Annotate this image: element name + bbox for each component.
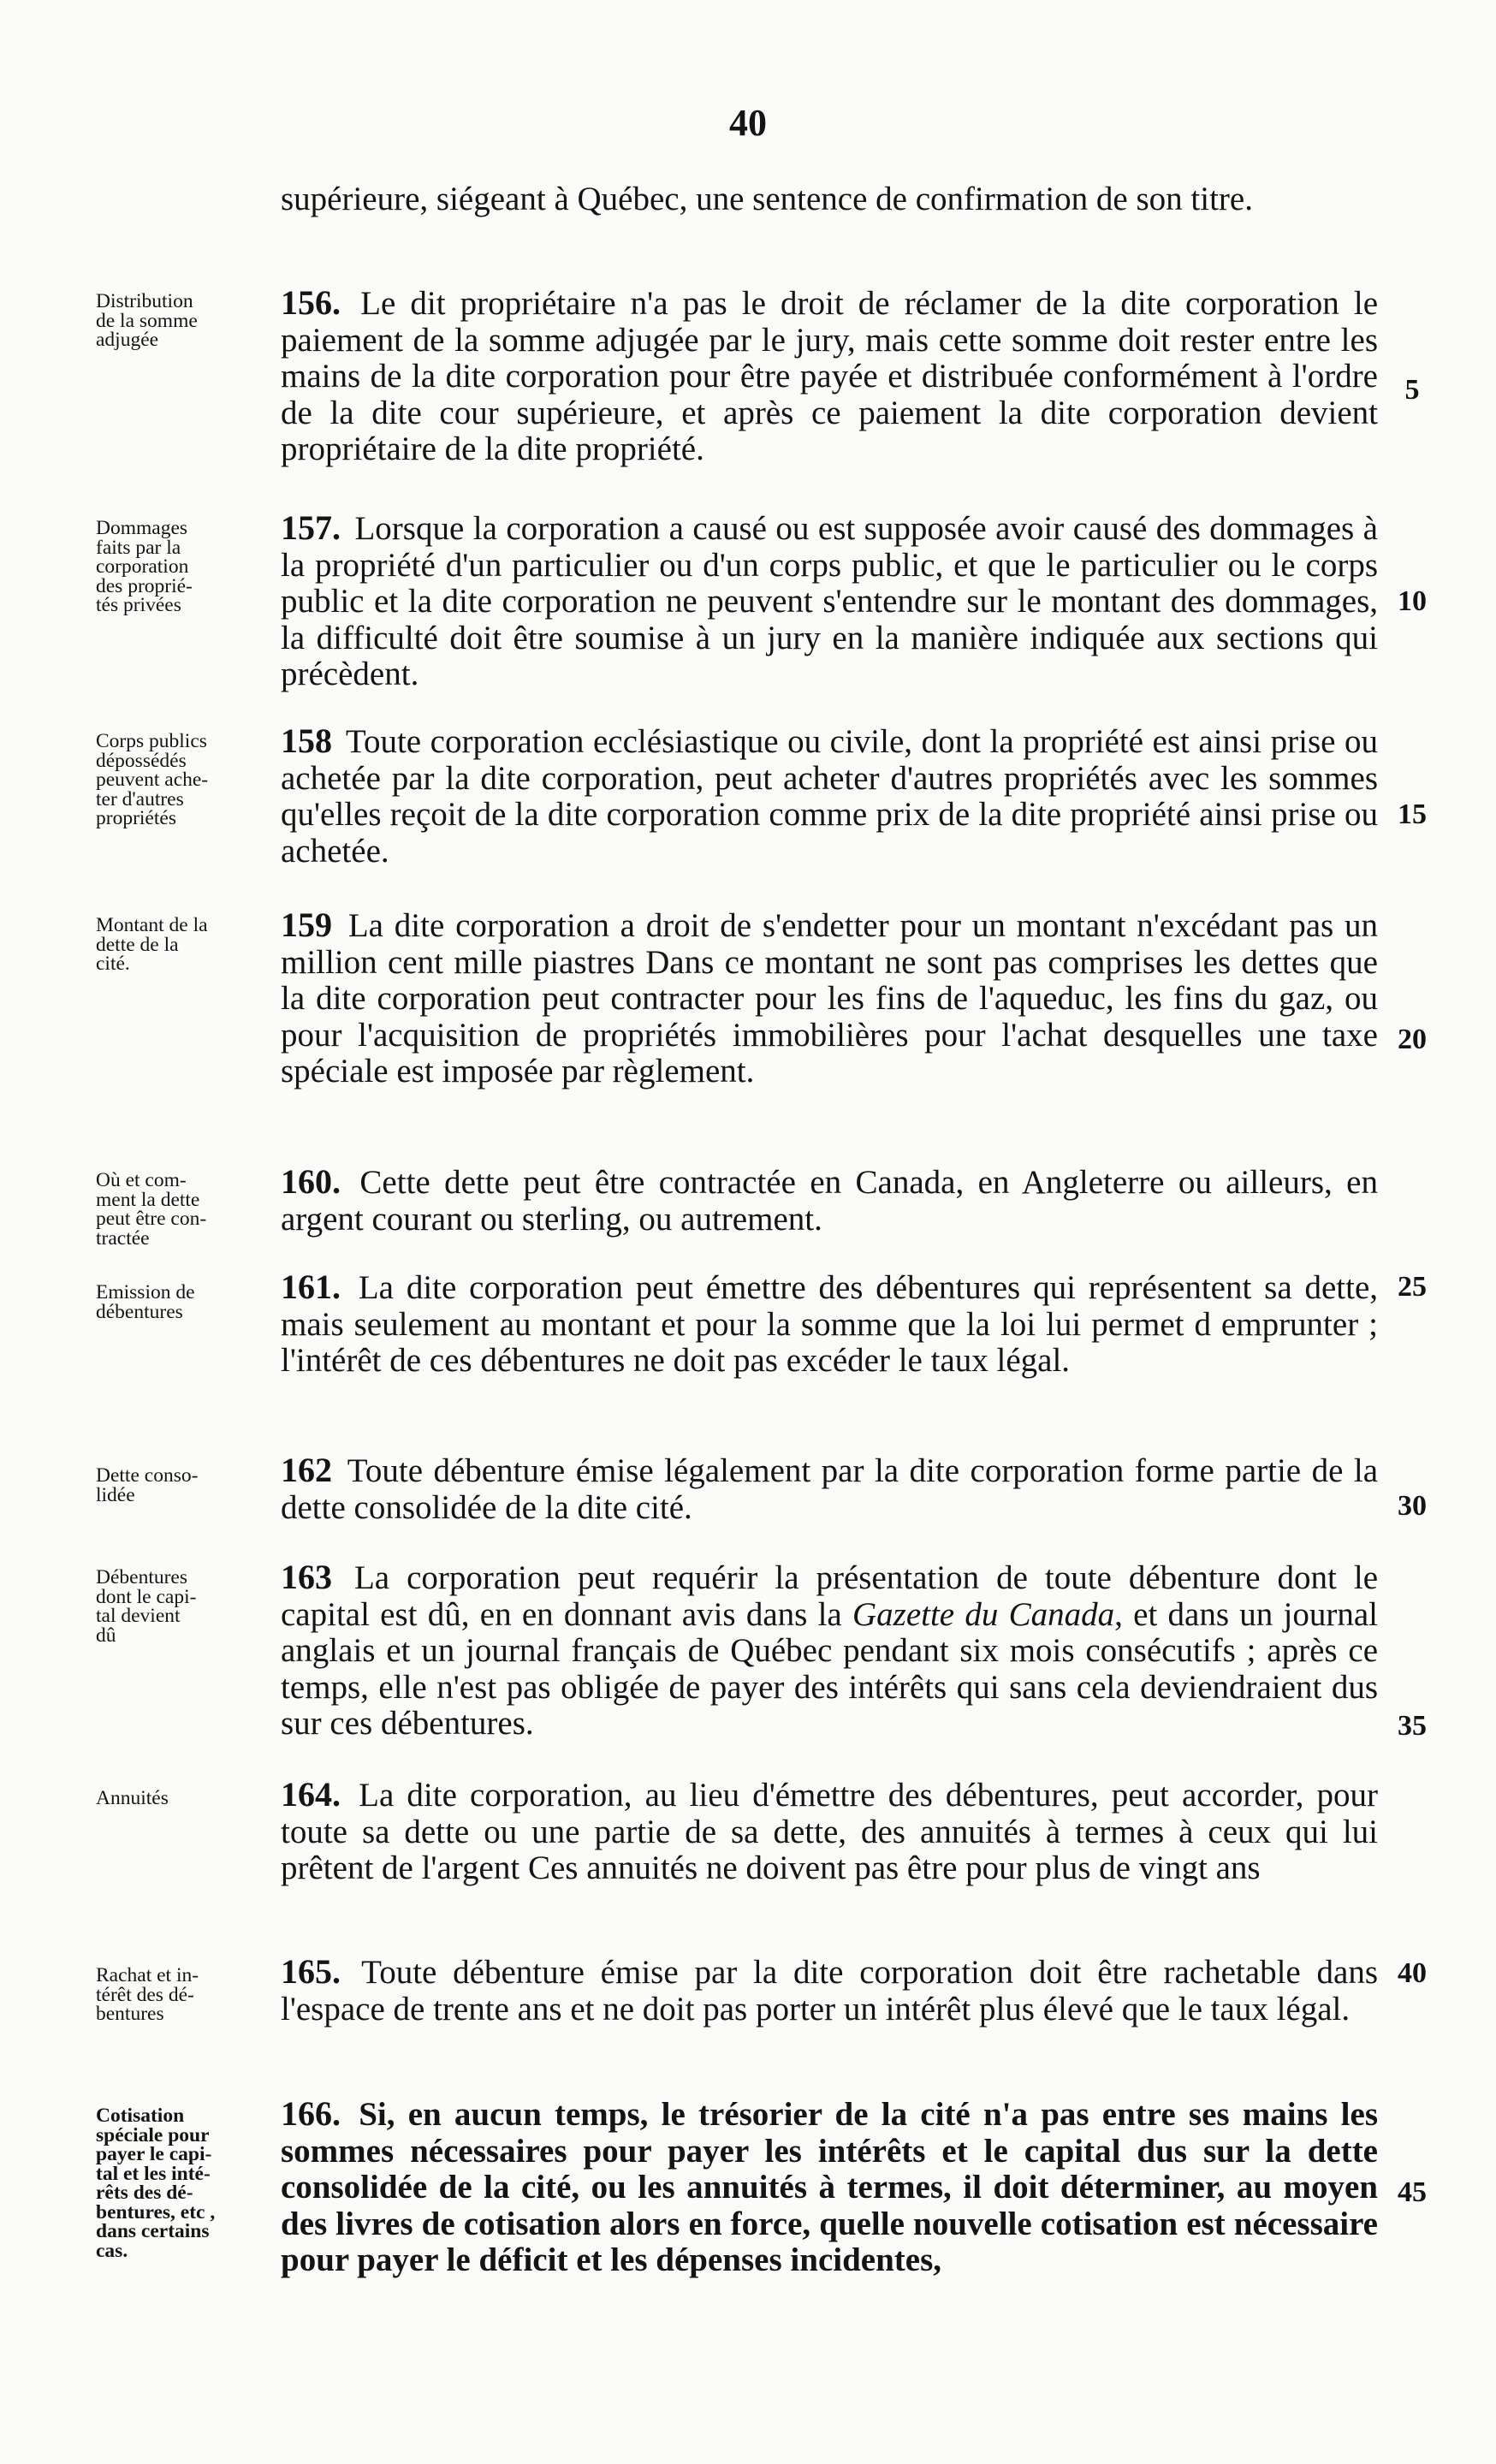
section-text: La corporation peut requérir la présentation de toute débenture dont le capital est dû, en en donnant avis dans la: [281, 1559, 1379, 1633]
margin-line: dont le capi-: [96, 1585, 197, 1608]
margin-line: payer le capi-: [96, 2143, 212, 2165]
line-number: 20: [1398, 1024, 1427, 1055]
section-number: 162: [281, 1451, 332, 1489]
margin-line: des proprié-: [96, 574, 193, 597]
margin-note-159: [96, 916, 267, 974]
section-text: La dite corporation peut émettre des débentures qui représentent sa dette, mais seulement au montant et pour la somme que la loi lui permet d emprunter ; l'intérêt de ces débentures ne doit pas excéder le taux légal.: [281, 1269, 1379, 1379]
margin-line: dépossédés: [96, 749, 187, 772]
margin-line: faits par la: [96, 536, 181, 559]
margin-line: peut être con-: [96, 1208, 207, 1230]
section-number: 165.: [281, 1952, 341, 1991]
line-number: 30: [1398, 1490, 1427, 1522]
section-number: 166.: [281, 2094, 341, 2133]
line-number: 15: [1398, 799, 1427, 830]
margin-line: tal devient: [96, 1605, 181, 1627]
margin-line: Annuités: [96, 1787, 169, 1809]
margin-note-161: [96, 1283, 267, 1321]
margin-note-166: [96, 2106, 267, 2260]
margin-line: bentures, etc ,: [96, 2200, 216, 2224]
line-number: 35: [1398, 1710, 1427, 1742]
margin-note-165: [96, 1966, 267, 2024]
margin-line: lidée: [96, 1483, 135, 1506]
margin-line: tractée: [96, 1226, 150, 1250]
section-body: [281, 1269, 1378, 1380]
section-text: Toute débenture émise légalement par la dite corporation forme partie de la dette consolidée de la dite cité.: [281, 1452, 1378, 1526]
line-number: 45: [1398, 2176, 1427, 2208]
section-body: [281, 907, 1378, 1090]
line-number: 25: [1398, 1271, 1427, 1303]
margin-line: Montant de la: [96, 914, 208, 936]
margin-line: de la somme: [96, 309, 198, 332]
margin-line: rêts des dé-: [96, 2182, 193, 2204]
margin-line: Rachat et in-: [96, 1964, 199, 1986]
margin-line: tés privées: [96, 594, 181, 616]
section-body: [281, 1777, 1378, 1887]
margin-note-162: [96, 1466, 267, 1505]
margin-line: cas.: [96, 2239, 128, 2262]
gazette-title: Gazette du Canada: [852, 1595, 1115, 1633]
line-number: 10: [1398, 585, 1427, 617]
section-number: 163: [281, 1558, 332, 1596]
line-number: 40: [1398, 1957, 1427, 1989]
margin-line: tal et les inté-: [96, 2162, 211, 2185]
section-text: Toute débenture émise par la dite corporation doit être rachetable dans l'espace de trente ans et ne doit pas porter un intérêt plus élevé que le taux légal.: [281, 1954, 1378, 2028]
section-number: 156.: [281, 283, 341, 322]
section-body: [281, 723, 1378, 870]
margin-line: Dette conso-: [96, 1464, 199, 1487]
margin-line: peuvent ache-: [96, 769, 209, 791]
section-text: Le dit propriétaire n'a pas le droit de réclamer de la dite corporation le paiement de la somme adjugée par le jury, mais cette somme doit rester entre les mains de la dite corporation pour être payée et distribuée conformément à l'ordre de la dite cour supérieure, et après ce paiement la dite corporation devient propriétaire de la dite propriété.: [281, 285, 1379, 467]
margin-note-163: [96, 1568, 267, 1645]
page-number: 40: [729, 102, 767, 144]
section-number: 164.: [281, 1775, 341, 1814]
margin-note-158: [96, 732, 267, 828]
section-text: La dite corporation, au lieu d'émettre des débentures, peut accorder, pour toute sa dette ou une partie de sa dette, des annuités à termes à ceux qui lui prêtent de l'argent Ces annuités ne doivent pas être pour plus de vingt ans: [281, 1777, 1379, 1886]
margin-line: débentures: [96, 1300, 183, 1323]
margin-line: adjugée: [96, 329, 159, 351]
margin-line: Cotisation: [96, 2105, 185, 2127]
margin-line: dette de la: [96, 933, 179, 956]
margin-line: Emission de: [96, 1281, 195, 1303]
section-body: [281, 2096, 1378, 2279]
section-body: [281, 510, 1378, 693]
section-number: 159: [281, 905, 332, 944]
section-body: [281, 1452, 1378, 1526]
margin-note-160: [96, 1171, 267, 1248]
margin-note-156: [96, 292, 267, 350]
margin-line: térêt des dé-: [96, 1983, 194, 2006]
line-number: 5: [1404, 374, 1420, 406]
margin-line: Corps publics: [96, 730, 207, 752]
section-text-continued: , et dans un journal anglais et un journal français de Québec pendant six mois consécutifs ; après ce temps, elle n'est pas obligée de payer des intérêts qui sans cela deviendraient dus sur ces débentures.: [281, 1595, 1378, 1742]
margin-note-157: [96, 519, 267, 615]
margin-line: Distribution: [96, 290, 193, 312]
section-number: 157.: [281, 508, 341, 547]
margin-line: Dommages: [96, 517, 188, 539]
margin-line: spéciale pour: [96, 2123, 210, 2146]
margin-line: Débentures: [96, 1566, 188, 1588]
section-body: [281, 1164, 1378, 1238]
section-number: 160.: [281, 1162, 341, 1201]
section-text: La dite corporation a droit de s'endetter pour un montant n'excédant pas un million cent mille piastres Dans ce montant ne sont pas comprises les dettes que la dite corporation peut contracter pour les fins de l'aqueduc, les fins du gaz, ou pour l'acquisition de propriétés immobilières pour l'achat desquelles une taxe spéciale est imposée par règlement.: [281, 907, 1379, 1090]
margin-note-164: [96, 1789, 267, 1808]
section-text: Toute corporation ecclésiastique ou civile, dont la propriété est ainsi prise ou achetée par la dite corporation, peut acheter d'autres propriétés avec les sommes qu'elles reçoit de la dite corporation comme prix de la dite propriété ainsi prise ou achetée.: [281, 723, 1378, 870]
section-text: Si, en aucun temps, le trésorier de la cité n'a pas entre ses mains les sommes nécessaires pour payer les intérêts et le capital dus sur la dette consolidée de la cité, ou les annuités à termes, il doit déterminer, au moyen des livres de cotisation alors en force, quelle nouvelle cotisation est nécessaire pour payer le déficit et les dépenses incidentes,: [281, 2096, 1378, 2278]
section-body: [281, 1559, 1378, 1743]
continuation-paragraph: supérieure, siégeant à Québec, une sentence de confirmation de son titre.: [281, 181, 1253, 217]
margin-line: bentures: [96, 2003, 164, 2025]
section-number: 161.: [281, 1268, 341, 1306]
section-body: [281, 1954, 1378, 2028]
margin-line: cité.: [96, 953, 130, 975]
margin-line: dû: [96, 1624, 116, 1647]
margin-line: dans certains: [96, 2220, 210, 2242]
section-text: Cette dette peut être contractée en Canada, en Angleterre ou ailleurs, en argent courant ou sterling, ou autrement.: [281, 1164, 1378, 1238]
margin-line: propriétés: [96, 807, 176, 829]
section-body: [281, 285, 1378, 468]
section-number: 158: [281, 721, 332, 760]
margin-line: ment la dette: [96, 1188, 200, 1211]
margin-line: ter d'autres: [96, 787, 184, 810]
margin-line: corporation: [96, 555, 189, 578]
section-text: Lorsque la corporation a causé ou est supposée avoir causé des dommages à la propriété d'un particulier ou d'un corps public, et que le particulier ou le corps public et la dite corporation ne peuvent s'entendre sur le montant des dommages, la difficulté doit être soumise à un jury en la manière indiquée aux sections qui précèdent.: [281, 510, 1378, 692]
margin-line: Où et com-: [96, 1169, 187, 1191]
